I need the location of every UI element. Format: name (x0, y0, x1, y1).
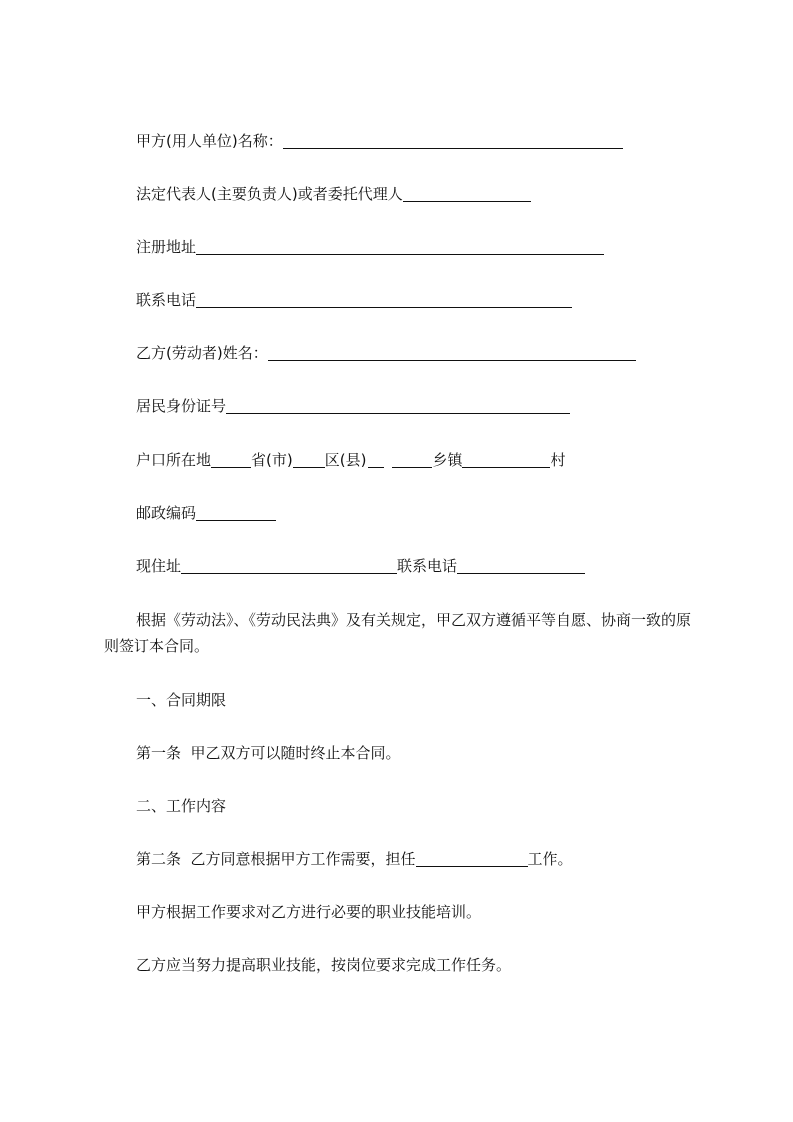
reg-address-blank[interactable] (196, 240, 604, 255)
duty-clause: 乙方应当努力提高职业技能，按岗位要求完成工作任务。 (136, 956, 512, 974)
hukou-village-blank[interactable] (462, 453, 550, 468)
phone-a-row (136, 290, 572, 310)
phone-a-blank[interactable] (196, 293, 572, 308)
hukou-town-label: 乡镇 (432, 451, 463, 469)
hukou-label: 户口所在地 (136, 451, 212, 469)
reg-address-label: 注册地址 (136, 238, 197, 256)
party-a-name-label: 甲方(用人单位)名称： (136, 132, 283, 150)
postcode-row (136, 503, 276, 523)
current-address-label: 现住址 (136, 557, 182, 575)
party-b-name-blank[interactable] (268, 346, 636, 361)
id-number-label: 居民身份证号 (136, 397, 227, 415)
article-1: 第一条 甲乙双方可以随时终止本合同。 (136, 744, 401, 762)
current-address-blank[interactable] (181, 559, 397, 574)
id-number-row (136, 396, 570, 416)
training-clause: 甲方根据工作要求对乙方进行必要的职业技能培训。 (136, 903, 482, 921)
hukou-district-label: 区(县) (324, 451, 367, 469)
current-phone-label: 联系电话 (397, 557, 458, 575)
party-b-name-label: 乙方(劳动者)姓名： (136, 344, 268, 362)
id-number-blank[interactable] (226, 399, 570, 414)
current-address-row (136, 556, 585, 576)
current-phone-blank[interactable] (457, 559, 585, 574)
article-2: 第二条 乙方同意根据甲方工作需要，担任 工作。 (136, 850, 573, 868)
hukou-town-blank[interactable] (392, 453, 432, 468)
reg-address-row (136, 237, 604, 257)
section-2-title: 二、工作内容 (136, 797, 227, 815)
preamble: 根据《劳动法》、《劳动民法典》及有关规定，甲乙双方遵循平等自愿、协商一致的原则签订本合同。 (104, 611, 692, 655)
hukou-village-label: 村 (550, 451, 566, 469)
section-1-title: 一、合同期限 (136, 691, 227, 709)
job-title-blank[interactable] (416, 852, 528, 867)
postcode-blank[interactable] (196, 506, 276, 521)
party-b-name-row (136, 343, 636, 363)
hukou-province-blank[interactable] (211, 453, 251, 468)
hukou-extra-blank[interactable] (368, 453, 384, 468)
hukou-row (136, 450, 565, 470)
hukou-district-blank[interactable] (293, 453, 325, 468)
legal-rep-row (136, 184, 531, 204)
postcode-label: 邮政编码 (136, 504, 197, 522)
party-a-name-row (136, 131, 623, 151)
party-a-name-blank[interactable] (283, 134, 623, 149)
hukou-province-label: 省(市) (251, 451, 293, 469)
phone-a-label: 联系电话 (136, 291, 197, 309)
legal-rep-label: 法定代表人(主要负责人)或者委托代理人 (136, 185, 403, 203)
legal-rep-blank[interactable] (403, 187, 531, 202)
